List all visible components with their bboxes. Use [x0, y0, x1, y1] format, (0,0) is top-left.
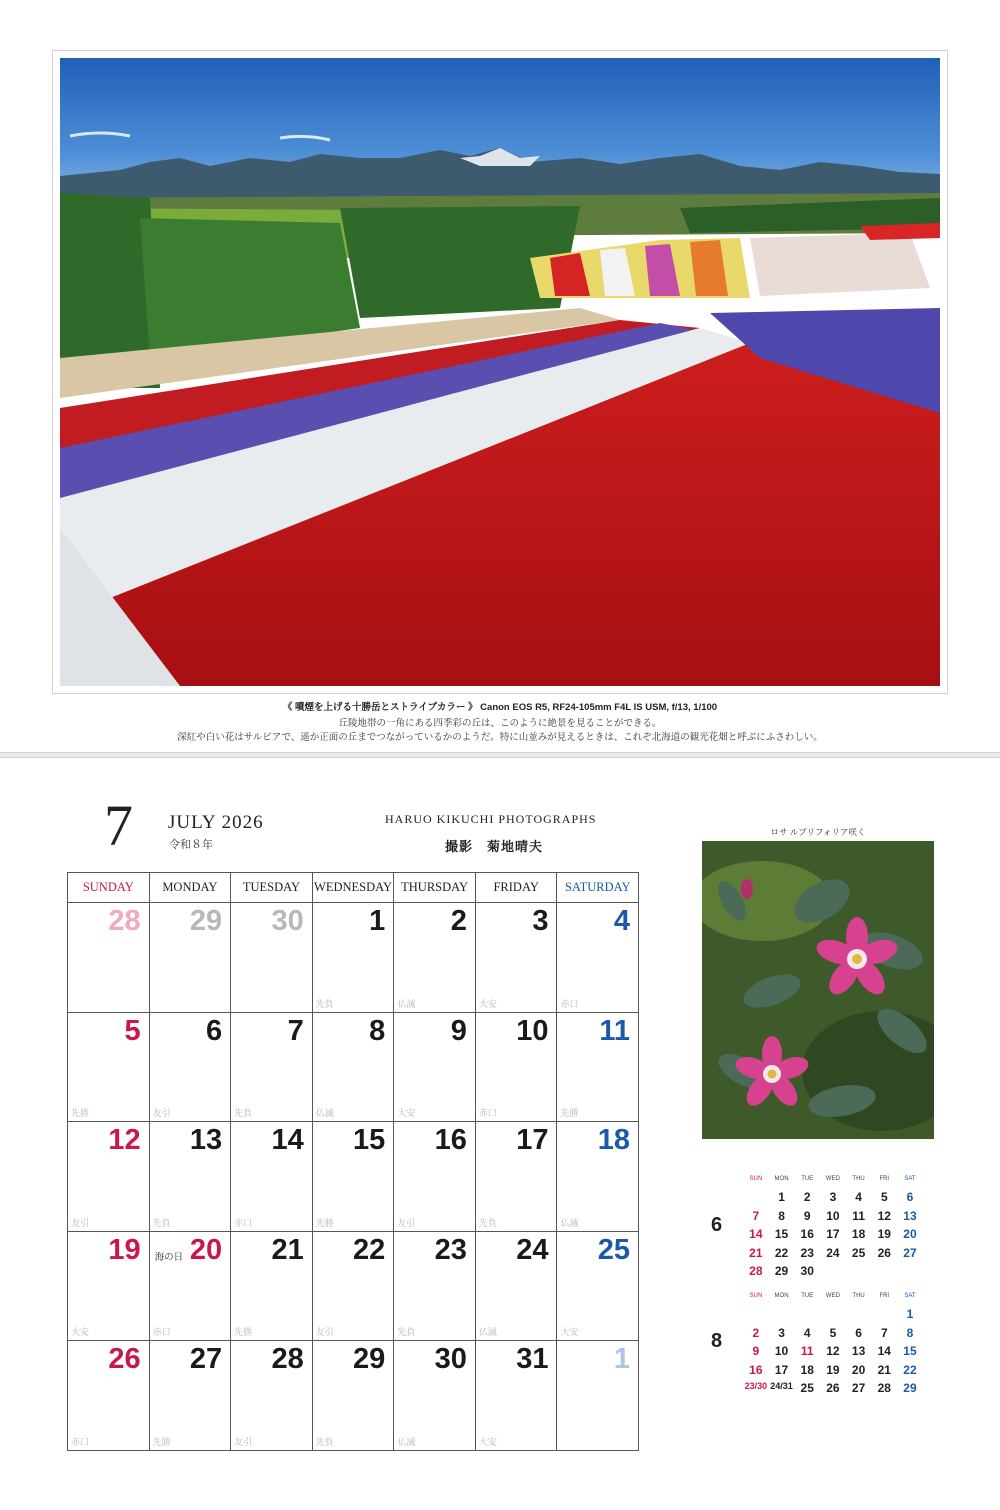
mini-day: 12 [826, 1344, 840, 1359]
mini-day: 21 [749, 1245, 763, 1260]
mini-day [820, 1264, 846, 1283]
week-row [68, 1122, 639, 1232]
mini-day: 12 [877, 1208, 891, 1223]
day-number: 21 [271, 1233, 304, 1266]
day-cell [476, 903, 558, 1013]
mini-day: 3 [829, 1190, 837, 1204]
day-cell [394, 1013, 476, 1123]
mini-weekday: SUN [749, 1176, 763, 1182]
day-number: 28 [108, 905, 141, 937]
day-cell [231, 1013, 313, 1123]
weekday-friday: FRIDAY [476, 873, 558, 903]
rokuyo-label: 仏滅 [478, 1327, 497, 1338]
day-cell [394, 1341, 476, 1451]
mini-day: 1 [778, 1190, 785, 1204]
month-number: 7 [104, 793, 133, 858]
day-cell [313, 1232, 395, 1342]
day-cell [231, 1232, 313, 1342]
rokuyo-label: 友引 [71, 1217, 90, 1228]
day-cell [231, 903, 313, 1013]
day-number: 30 [434, 1343, 467, 1376]
mini-day: 20 [903, 1227, 917, 1242]
day-cell [68, 1122, 150, 1232]
mini-day: 9 [752, 1344, 760, 1359]
calendar-weeks [68, 903, 639, 1451]
mini-day: 9 [803, 1208, 811, 1223]
rokuyo-label: 仏滅 [397, 998, 416, 1009]
mini-weekday: TUE [801, 1176, 814, 1182]
day-number: 8 [369, 1014, 386, 1047]
day-number: 24 [516, 1233, 549, 1266]
mini-day [820, 1307, 846, 1326]
day-cell [557, 1122, 639, 1232]
mini-weekday-row [743, 1293, 923, 1307]
mini-day: 24 [826, 1245, 840, 1260]
day-number: 11 [599, 1014, 631, 1047]
mini-day: 8 [906, 1325, 914, 1340]
rokuyo-label: 大安 [478, 1436, 497, 1447]
photographer-credit-en: HARUO KIKUCHI PHOTOGRAPHS [385, 812, 597, 826]
day-number: 6 [206, 1014, 223, 1047]
mini-day: 11 [852, 1208, 865, 1223]
mini-day: 17 [826, 1227, 840, 1242]
mini-week-row [743, 1363, 923, 1382]
rokuyo-label: 先負 [152, 1217, 171, 1228]
rokuyo-label: 先勝 [152, 1436, 171, 1447]
mini-day: 16 [800, 1227, 814, 1242]
day-number: 18 [597, 1124, 631, 1157]
mini-calendar-june-label: 6 [711, 1214, 723, 1236]
mini-day: 26 [877, 1245, 891, 1260]
mini-day: 14 [749, 1227, 763, 1242]
day-cell [394, 903, 476, 1013]
day-cell [68, 1341, 150, 1451]
day-cell [313, 1013, 395, 1123]
mini-day: 15 [774, 1227, 789, 1242]
day-cell [557, 1232, 639, 1342]
day-number: 29 [189, 905, 223, 937]
rokuyo-label: 赤口 [478, 1108, 497, 1119]
rokuyo-label: 先勝 [560, 1108, 579, 1119]
mini-calendar-august [743, 1293, 923, 1400]
mini-day: 4 [803, 1325, 811, 1340]
mini-day: 10 [826, 1208, 840, 1223]
mini-day: 1 [906, 1307, 914, 1321]
day-number: 4 [613, 905, 631, 937]
day-number: 25 [597, 1233, 631, 1266]
mini-week-row [743, 1264, 923, 1283]
mini-day [897, 1264, 923, 1283]
day-cell [476, 1232, 558, 1342]
mini-weekday: MON [774, 1293, 789, 1299]
day-number: 5 [124, 1014, 141, 1047]
mini-day: 5 [829, 1325, 837, 1340]
weekday-header-row [68, 873, 639, 903]
mini-day: 18 [851, 1227, 866, 1242]
rokuyo-label: 友引 [315, 1327, 334, 1338]
day-number: 22 [353, 1233, 386, 1266]
day-number: 26 [108, 1343, 141, 1376]
mini-weekday: THU [852, 1293, 865, 1299]
rokuyo-label: 赤口 [152, 1327, 171, 1338]
mini-calendar-june [743, 1176, 923, 1283]
mini-day: 3 [778, 1325, 785, 1340]
day-number: 2 [450, 905, 467, 937]
rokuyo-label: 仏滅 [397, 1436, 416, 1447]
weekday-tuesday: TUESDAY [231, 873, 313, 903]
mini-day: 27 [903, 1245, 917, 1260]
mini-week-row [743, 1227, 923, 1246]
day-number: 17 [516, 1124, 549, 1157]
mini-day: 4 [855, 1190, 862, 1204]
mini-weekday: WED [825, 1176, 840, 1182]
mini-day: 30 [800, 1264, 814, 1279]
month-name: JULY 2026 [168, 812, 264, 833]
week-row [68, 1232, 639, 1342]
day-number: 1 [613, 1343, 631, 1376]
day-cell [476, 1122, 558, 1232]
main-landscape-photo [60, 58, 940, 686]
day-cell [557, 903, 639, 1013]
week-row [68, 903, 639, 1013]
day-cell [231, 1341, 313, 1451]
weekday-thursday: THURSDAY [394, 873, 476, 903]
day-number: 31 [516, 1343, 549, 1376]
day-cell [557, 1013, 639, 1123]
day-number: 23 [434, 1233, 467, 1266]
side-photo-caption: ロサ ルブリフォリア咲く [770, 827, 866, 837]
page-divider [0, 752, 1000, 758]
mini-day: 15 [903, 1344, 917, 1359]
day-number: 12 [108, 1124, 141, 1157]
mini-day: 2 [752, 1325, 760, 1340]
mini-day [769, 1307, 795, 1326]
mini-day: 28 [749, 1264, 763, 1279]
mini-day: 24/31 [770, 1381, 793, 1392]
mini-week-row [743, 1209, 923, 1228]
mini-week-row [743, 1344, 923, 1363]
mini-day: 8 [778, 1208, 785, 1223]
day-cell [150, 903, 232, 1013]
mini-day: 18 [800, 1362, 814, 1377]
mini-day: 28 [877, 1381, 891, 1396]
mini-day [743, 1190, 769, 1209]
mini-day: 23/30 [744, 1381, 768, 1392]
mini-weekday: MON [774, 1176, 789, 1182]
mini-day: 19 [877, 1227, 891, 1242]
mini-weekday: FRI [879, 1293, 890, 1299]
photo-caption-title: 《 噴煙を上げる十勝岳とストライプカラー 》 Canon EOS R5, RF24-105mm F4L IS USM, f/13, 1/100 [282, 702, 718, 713]
rokuyo-label: 先勝 [234, 1327, 253, 1338]
mini-day [871, 1307, 897, 1326]
mini-day: 23 [800, 1245, 814, 1260]
day-number: 16 [434, 1124, 467, 1157]
day-cell [150, 1232, 232, 1342]
mini-day: 21 [877, 1362, 891, 1377]
mini-week-row [743, 1246, 923, 1265]
weekday-saturday: SATURDAY [557, 873, 639, 903]
mini-day [846, 1264, 872, 1283]
day-cell [68, 1232, 150, 1342]
rokuyo-label: 先負 [234, 1108, 253, 1119]
rokuyo-label: 友引 [152, 1108, 171, 1119]
mini-day: 25 [800, 1381, 814, 1396]
rokuyo-label: 仏滅 [560, 1217, 579, 1228]
day-number: 10 [516, 1014, 549, 1047]
day-number: 30 [271, 905, 304, 937]
rokuyo-label: 友引 [397, 1217, 416, 1228]
rokuyo-label: 先負 [315, 1436, 334, 1447]
day-number: 14 [271, 1124, 304, 1157]
holiday-name: 海の日 [154, 1251, 184, 1263]
weekday-wednesday: WEDNESDAY [313, 873, 395, 903]
day-number: 13 [189, 1124, 223, 1157]
mini-week-row [743, 1381, 923, 1400]
day-number: 3 [532, 905, 549, 937]
mini-day: 6 [855, 1325, 862, 1340]
mini-weekday: SAT [904, 1176, 916, 1182]
day-cell [313, 903, 395, 1013]
day-cell [394, 1232, 476, 1342]
mini-day: 22 [774, 1245, 789, 1260]
rose-photo [702, 841, 934, 1139]
mini-calendar-august-label: 8 [711, 1330, 723, 1352]
mini-day [871, 1264, 897, 1283]
photographer-credit-jp: 撮影 菊地晴夫 [445, 839, 544, 854]
day-number: 7 [287, 1014, 304, 1047]
mini-day [794, 1307, 820, 1326]
mini-day: 7 [752, 1208, 760, 1223]
mini-day: 29 [774, 1264, 789, 1279]
mini-day: 19 [826, 1362, 840, 1377]
mini-day: 2 [803, 1190, 811, 1204]
mini-weekday: SUN [749, 1293, 763, 1299]
mini-week-row [743, 1307, 923, 1326]
day-number: 19 [108, 1233, 141, 1266]
week-row [68, 1341, 639, 1451]
rokuyo-label: 大安 [478, 998, 497, 1009]
day-cell [150, 1122, 232, 1232]
rokuyo-label: 先勝 [315, 1217, 334, 1228]
mini-day: 13 [851, 1344, 866, 1359]
day-cell [231, 1122, 313, 1232]
mini-day [743, 1307, 769, 1326]
day-cell [476, 1013, 558, 1123]
mini-weekday: THU [852, 1176, 865, 1182]
day-cell [313, 1341, 395, 1451]
photo-caption-line2: 深紅や白い花はサルビアで、遥か正面の丘までつながっているかのようだ。特に山並みが見えるときは、これぞ北海道の観光花畑と呼ぶにふさわしい。 [177, 732, 823, 743]
top-page [0, 0, 1000, 752]
rokuyo-label: 先勝 [71, 1108, 90, 1119]
day-number: 15 [353, 1124, 386, 1157]
day-cell [313, 1122, 395, 1232]
mini-day: 17 [774, 1362, 789, 1377]
mini-day: 29 [903, 1381, 917, 1396]
weekday-sunday: SUNDAY [68, 873, 150, 903]
mini-day: 7 [880, 1325, 888, 1340]
rokuyo-label: 大安 [560, 1327, 579, 1338]
day-cell [68, 903, 150, 1013]
rokuyo-label: 友引 [234, 1436, 253, 1447]
rokuyo-label: 大安 [71, 1327, 90, 1338]
day-cell [150, 1341, 232, 1451]
mini-week-row [743, 1326, 923, 1345]
mini-weekday: FRI [879, 1176, 890, 1182]
flower-field-illustration [60, 58, 940, 686]
mini-day: 16 [749, 1362, 763, 1377]
mini-day: 11 [800, 1344, 814, 1359]
mini-day [846, 1307, 872, 1326]
mini-day: 27 [851, 1381, 866, 1396]
mini-day: 26 [826, 1381, 840, 1396]
mini-day: 14 [877, 1344, 891, 1359]
photo-caption-line1: 丘陵地帯の一角にある四季彩の丘は、このように絶景を見ることができる。 [338, 718, 662, 729]
rokuyo-label: 仏滅 [315, 1108, 334, 1119]
rokuyo-label: 先負 [478, 1217, 497, 1228]
day-number: 1 [369, 905, 386, 937]
mini-day: 10 [774, 1344, 789, 1359]
wild-rose-illustration [702, 841, 934, 1139]
mini-weekday: TUE [801, 1293, 814, 1299]
week-row [68, 1013, 639, 1123]
mini-day: 5 [880, 1190, 888, 1204]
day-cell [150, 1013, 232, 1123]
rokuyo-label: 赤口 [560, 998, 579, 1009]
rokuyo-label: 先負 [315, 998, 334, 1009]
day-cell [68, 1013, 150, 1123]
mini-weekday: SAT [904, 1293, 916, 1299]
day-number: 9 [450, 1014, 467, 1047]
mini-weekday: WED [825, 1293, 840, 1299]
day-cell [476, 1341, 558, 1451]
weekday-monday: MONDAY [150, 873, 232, 903]
mini-day: 13 [903, 1208, 917, 1223]
mini-day: 25 [851, 1245, 866, 1260]
rokuyo-label: 大安 [397, 1108, 416, 1119]
day-cell [394, 1122, 476, 1232]
rokuyo-label: 先負 [397, 1327, 416, 1338]
mini-day: 22 [903, 1362, 917, 1377]
day-number: 20 [189, 1233, 223, 1266]
rokuyo-label: 赤口 [234, 1217, 253, 1228]
mini-weekday-row [743, 1176, 923, 1190]
month-calendar-grid [67, 872, 639, 1451]
day-cell [557, 1341, 639, 1451]
mini-day: 6 [906, 1190, 914, 1204]
mini-week-row [743, 1190, 923, 1209]
day-number: 29 [353, 1343, 386, 1376]
era-year: 令和８年 [169, 839, 213, 851]
rokuyo-label: 赤口 [71, 1436, 90, 1447]
day-number: 28 [271, 1343, 304, 1376]
mini-day: 20 [851, 1362, 866, 1377]
day-number: 27 [189, 1343, 223, 1376]
